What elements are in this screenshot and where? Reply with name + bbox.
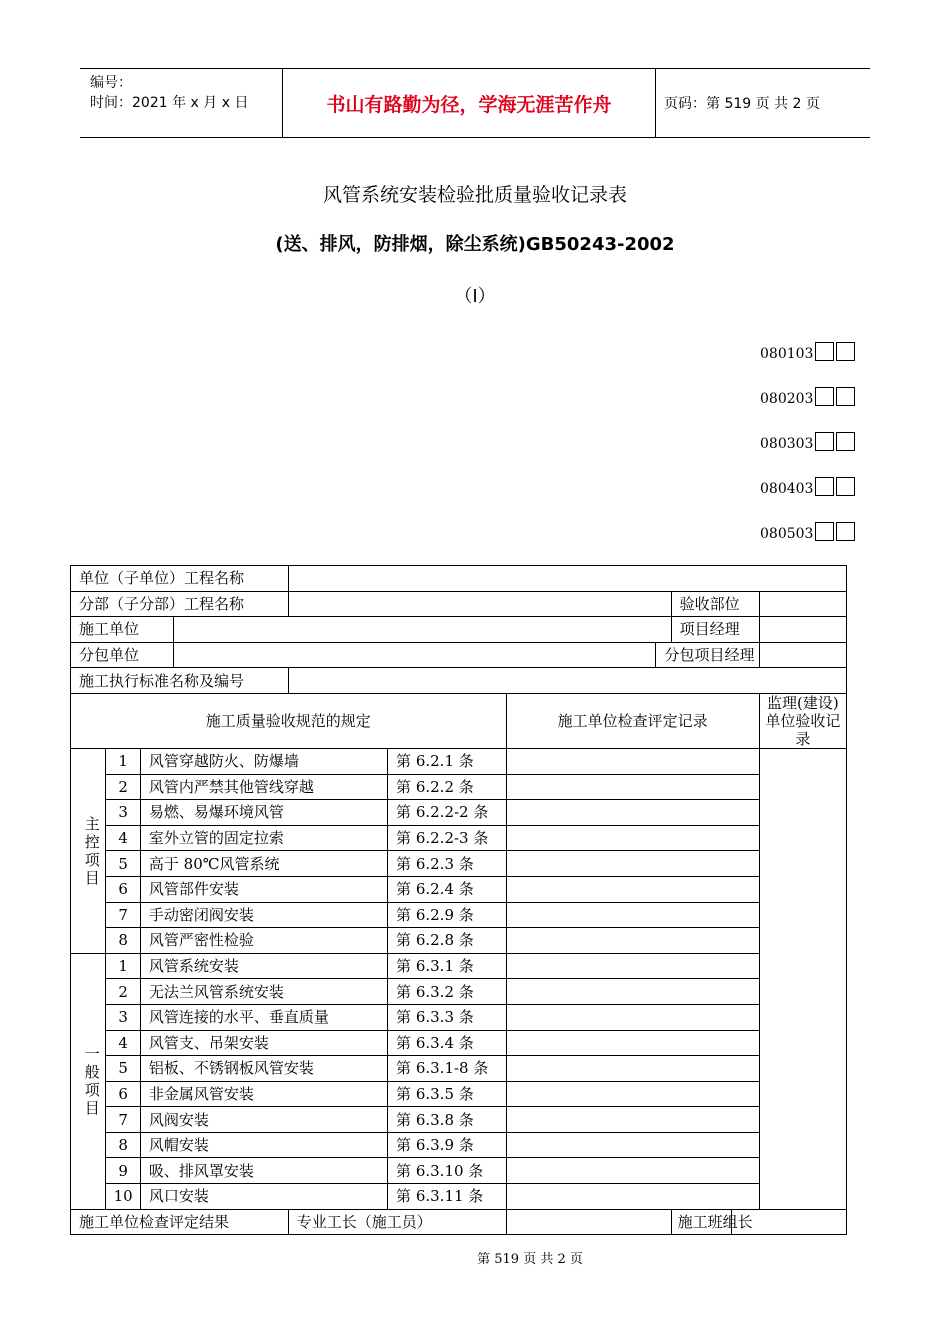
check-record-field[interactable] [506,800,759,826]
item-name: 风管支、吊架安装 [140,1030,387,1056]
check-record-field[interactable] [506,1158,759,1184]
project-name-label: 单位（子单位）工程名称 [71,566,289,592]
construction-unit-field[interactable] [174,617,671,643]
code-checkbox[interactable] [815,477,834,496]
item-clause: 第 6.2.8 条 [388,928,507,954]
item-clause: 第 6.3.4 条 [388,1030,507,1056]
item-clause: 第 6.3.2 条 [388,979,507,1005]
item-name: 风口安装 [140,1184,387,1210]
code-checkbox[interactable] [836,477,855,496]
check-record-field[interactable] [506,1004,759,1030]
page-header [80,68,870,138]
check-record-field[interactable] [506,851,759,877]
batch-code: 080203 [760,391,814,407]
subcontract-unit-label: 分包单位 [71,642,174,668]
project-name-field[interactable] [288,566,846,592]
batch-code-row [760,342,855,387]
check-record-field[interactable] [506,1056,759,1082]
item-clause: 第 6.2.2-2 条 [388,800,507,826]
item-number: 5 [106,851,140,877]
code-checkbox[interactable] [815,342,834,361]
item-clause: 第 6.2.2-3 条 [388,825,507,851]
check-record-field[interactable] [506,1184,759,1210]
header-page-number: 页码：第 519 页 共 2 页 [664,96,820,112]
item-number: 2 [106,979,140,1005]
item-number: 5 [106,1056,140,1082]
code-checkbox[interactable] [836,522,855,541]
general-category-text: 一般项目 [84,1045,100,1118]
item-number: 3 [106,1004,140,1030]
item-name: 无法兰风管系统安装 [140,979,387,1005]
check-record-field[interactable] [506,1107,759,1133]
result-label: 施工单位检查评定结果 [71,1209,289,1235]
code-checkbox[interactable] [836,387,855,406]
item-name: 吸、排风罩安装 [140,1158,387,1184]
check-record-field[interactable] [506,1030,759,1056]
batch-code: 080403 [760,481,814,497]
item-number: 3 [106,800,140,826]
main-category-text: 主控项目 [84,814,100,887]
form-roman-numeral: （Ⅰ） [454,286,496,307]
document-number-label: 编号： [90,75,132,91]
item-name: 风管系统安装 [140,953,387,979]
item-clause: 第 6.2.4 条 [388,876,507,902]
item-number: 7 [106,902,140,928]
check-record-field[interactable] [506,774,759,800]
item-number: 1 [106,748,140,774]
main-category-label [71,748,106,953]
batch-code: 080303 [760,436,814,452]
item-name: 风管部件安装 [140,876,387,902]
header-meta [80,69,282,137]
item-number: 6 [106,876,140,902]
item-number: 4 [106,825,140,851]
item-name: 风管内严禁其他管线穿越 [140,774,387,800]
item-number: 1 [106,953,140,979]
team-leader-label: 施工班组长 [671,1209,732,1235]
item-clause: 第 6.3.5 条 [388,1081,507,1107]
item-name: 风管穿越防火、防爆墙 [140,748,387,774]
batch-code: 080103 [760,346,814,362]
batch-code: 080503 [760,526,814,542]
acceptance-part-field[interactable] [759,591,846,617]
batch-code-row [760,477,855,522]
supervisor-header: 监理(建设)单位验收记录 [759,693,846,748]
sub-project-label: 分部（子分部）工程名称 [71,591,289,617]
code-checkbox[interactable] [836,342,855,361]
project-manager-label: 项目经理 [671,617,759,643]
code-checkbox[interactable] [815,387,834,406]
item-name: 风阀安装 [140,1107,387,1133]
item-clause: 第 6.3.1-8 条 [388,1056,507,1082]
item-name: 铝板、不锈钢板风管安装 [140,1056,387,1082]
item-number: 8 [106,928,140,954]
item-name: 风管严密性检验 [140,928,387,954]
item-name: 风帽安装 [140,1132,387,1158]
standard-field[interactable] [288,668,846,694]
code-checkbox[interactable] [815,432,834,451]
batch-code-row [760,432,855,477]
general-category-label [71,953,106,1209]
check-record-field[interactable] [506,902,759,928]
item-number: 9 [106,1158,140,1184]
check-record-field[interactable] [506,928,759,954]
item-number: 2 [106,774,140,800]
form-subtitle: (送、排风，防排烟，除尘系统)GB50243-2002 [275,234,675,255]
batch-code-row [760,522,855,567]
check-record-field[interactable] [506,876,759,902]
check-record-field[interactable] [506,979,759,1005]
item-clause: 第 6.3.11 条 [388,1184,507,1210]
spec-header: 施工质量验收规范的规定 [71,693,507,748]
acceptance-part-label: 验收部位 [671,591,759,617]
header-motto: 书山有路勤为径，学海无涯苦作舟 [282,69,656,137]
subcontract-unit-field[interactable] [174,642,656,668]
item-clause: 第 6.3.1 条 [388,953,507,979]
supervisor-record-field[interactable] [759,748,846,1209]
check-header: 施工单位检查评定记录 [506,693,759,748]
item-clause: 第 6.2.9 条 [388,902,507,928]
page-footer: 第 519 页 共 2 页 [477,1252,583,1267]
item-name: 风管连接的水平、垂直质量 [140,1004,387,1030]
item-number: 10 [106,1184,140,1210]
foreman-label: 专业工长（施工员） [288,1209,506,1235]
document-date: 时间：2021 年 x 月 x 日 [90,95,249,111]
item-clause: 第 6.3.3 条 [388,1004,507,1030]
item-name: 手动密闭阀安装 [140,902,387,928]
item-clause: 第 6.3.10 条 [388,1158,507,1184]
item-clause: 第 6.3.9 条 [388,1132,507,1158]
item-name: 易燃、易爆环境风管 [140,800,387,826]
code-checkbox[interactable] [836,432,855,451]
item-clause: 第 6.2.3 条 [388,851,507,877]
project-manager-field[interactable] [759,617,846,643]
item-number: 4 [106,1030,140,1056]
item-clause: 第 6.2.1 条 [388,748,507,774]
sub-project-field[interactable] [288,591,671,617]
foreman-field[interactable] [506,1209,671,1235]
construction-unit-label: 施工单位 [71,617,174,643]
check-record-field[interactable] [506,1081,759,1107]
item-number: 6 [106,1081,140,1107]
standard-label: 施工执行标准名称及编号 [71,668,289,694]
item-name: 非金属风管安装 [140,1081,387,1107]
check-record-field[interactable] [506,1132,759,1158]
subcontract-manager-field[interactable] [759,642,846,668]
item-clause: 第 6.3.8 条 [388,1107,507,1133]
item-number: 7 [106,1107,140,1133]
item-name: 高于 80℃风管系统 [140,851,387,877]
acceptance-record-table [70,565,847,1235]
item-number: 8 [106,1132,140,1158]
item-clause: 第 6.2.2 条 [388,774,507,800]
check-record-field[interactable] [506,748,759,774]
form-title: 风管系统安装检验批质量验收记录表 [322,184,627,206]
code-checkbox[interactable] [815,522,834,541]
item-name: 室外立管的固定拉索 [140,825,387,851]
subcontract-manager-label: 分包项目经理 [656,642,759,668]
check-record-field[interactable] [506,953,759,979]
batch-code-row [760,387,855,432]
batch-code-list [760,342,855,567]
check-record-field[interactable] [506,825,759,851]
